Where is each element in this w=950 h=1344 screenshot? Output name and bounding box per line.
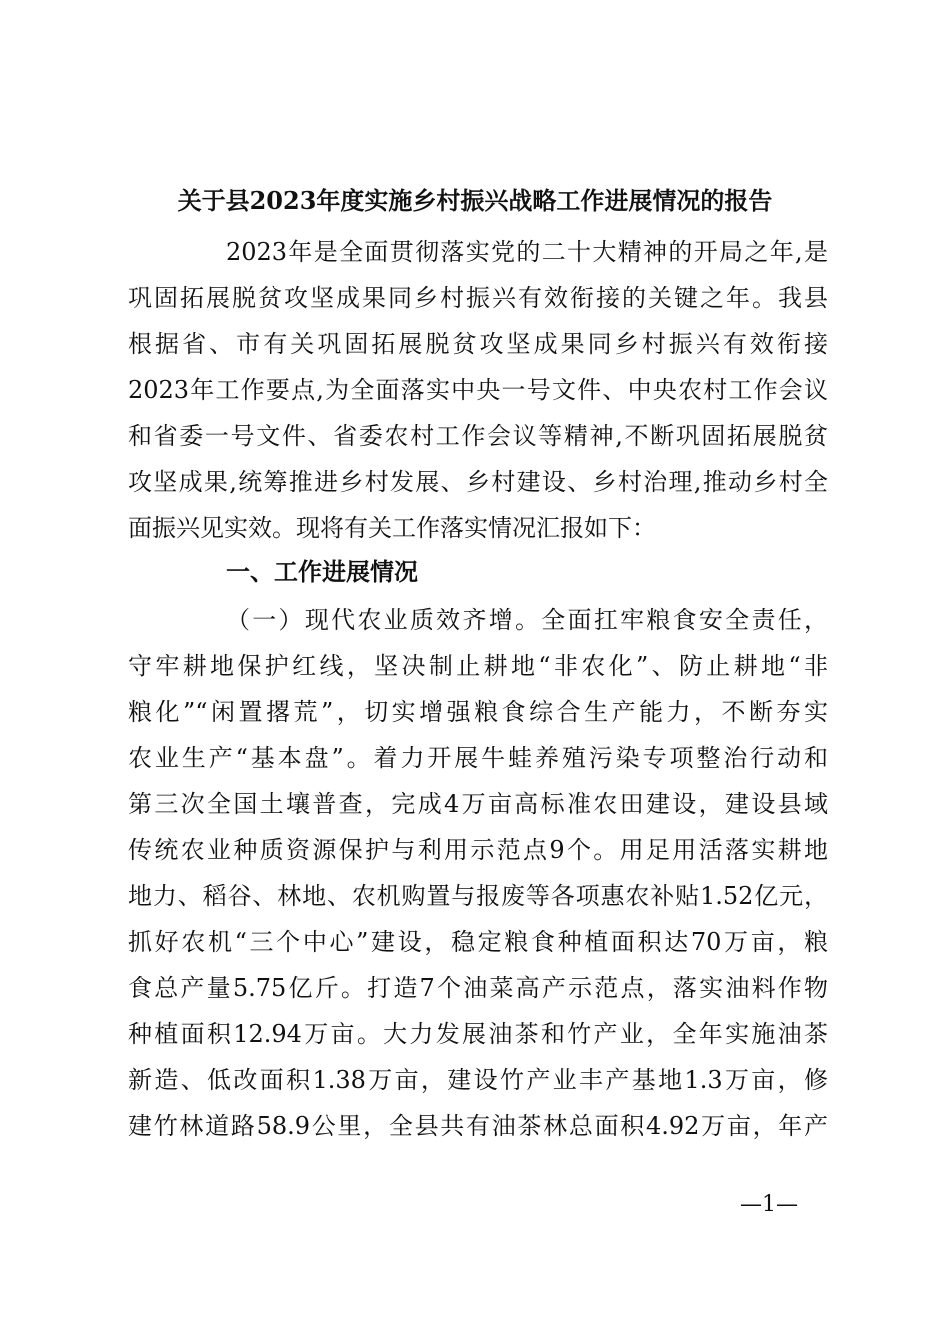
paragraph-line: 巩固拓展脱贫攻坚成果同乡村振兴有效衔接的关键之年。我县 [128, 284, 828, 312]
paragraph-line: 粮化”“闲置撂荒”，切实增强粮食综合生产能力，不断夯实 [128, 698, 828, 726]
paragraph-line: （一）现代农业质效齐增。全面扛牢粮食安全责任， [226, 606, 828, 634]
paragraph-line: 根据省、市有关巩固拓展脱贫攻坚成果同乡村振兴有效衔接 [128, 330, 828, 358]
paragraph-line: 2023年工作要点,为全面落实中央一号文件、中央农村工作会议 [128, 376, 828, 404]
paragraph-line: 传统农业种质资源保护与利用示范点9个。用足用活落实耕地 [128, 836, 828, 864]
paragraph-line: 新造、低改面积1.38万亩，建设竹产业丰产基地1.3万亩，修 [128, 1066, 828, 1094]
paragraph-line: 攻坚成果,统筹推进乡村发展、乡村建设、乡村治理,推动乡村全 [128, 468, 828, 496]
paragraph-line: 种植面积12.94万亩。大力发展油茶和竹产业，全年实施油茶 [128, 1020, 828, 1048]
paragraph-line: 和省委一号文件、省委农村工作会议等精神,不断巩固拓展脱贫 [128, 422, 828, 450]
paragraph-line: 抓好农机“三个中心”建设，稳定粮食种植面积达70万亩，粮 [128, 928, 828, 956]
paragraph-line: 守牢耕地保护红线，坚决制止耕地“非农化”、防止耕地“非 [128, 652, 828, 680]
document-title: 关于县2023年度实施乡村振兴战略工作进展情况的报告 [177, 186, 773, 215]
paragraph-line: 2023年是全面贯彻落实党的二十大精神的开局之年,是 [226, 238, 828, 266]
paragraph-line: 建竹林道路58.9公里，全县共有油茶林总面积4.92万亩，年产 [128, 1112, 828, 1140]
section-heading: 一、工作进展情况 [226, 558, 418, 586]
paragraph-line: 面振兴见实效。现将有关工作落实情况汇报如下： [128, 514, 656, 542]
paragraph-line: 第三次全国土壤普查，完成4万亩高标准农田建设，建设县域 [128, 790, 828, 818]
page-number: —1— [740, 1192, 798, 1217]
paragraph-line: 食总产量5.75亿斤。打造7个油菜高产示范点，落实油料作物 [128, 974, 828, 1002]
paragraph-line: 地力、稻谷、林地、农机购置与报废等各项惠农补贴1.52亿元， [128, 882, 828, 910]
paragraph-line: 农业生产“基本盘”。着力开展牛蛙养殖污染专项整治行动和 [128, 744, 828, 772]
